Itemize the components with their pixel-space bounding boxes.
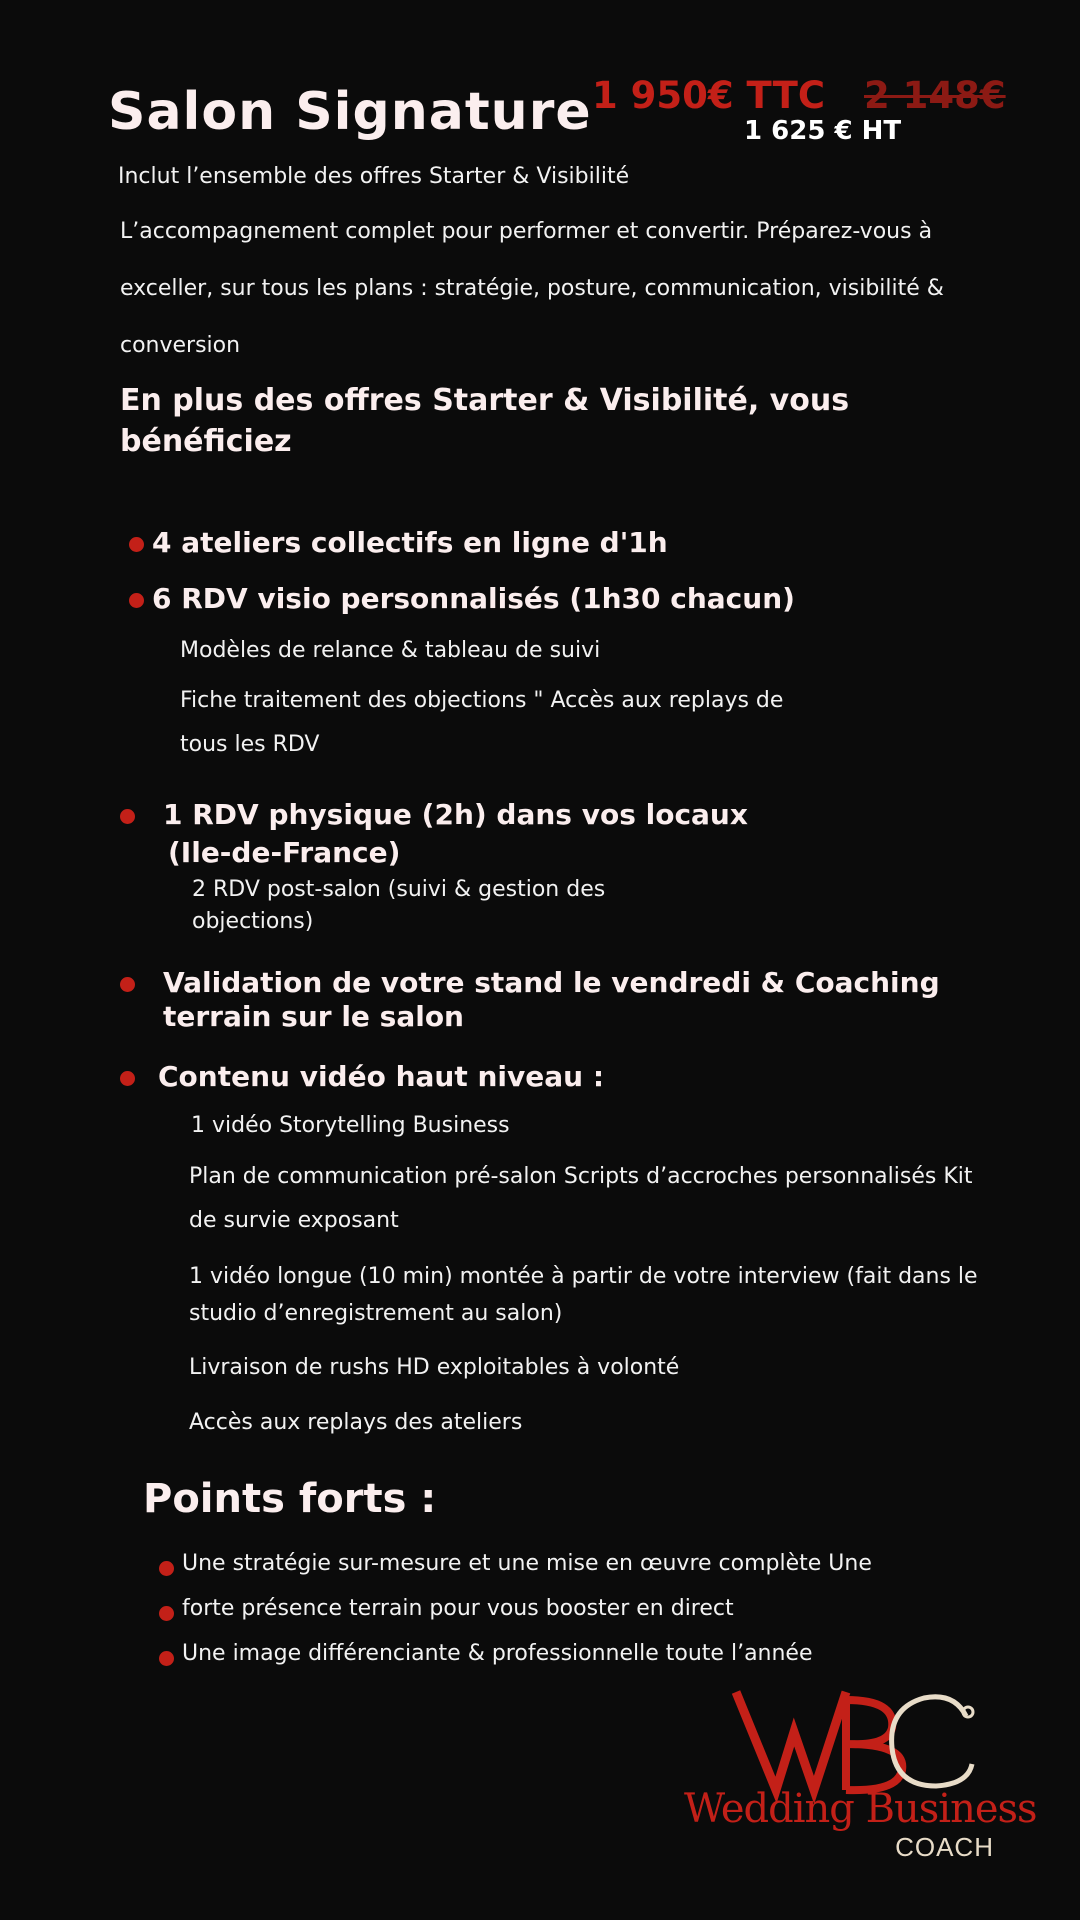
bullet-dot <box>129 537 144 552</box>
video-sub-rushs: Livraison de rushs HD exploitables à volonté <box>189 1355 680 1380</box>
logo-line2: COACH <box>895 1832 994 1862</box>
points-forts-item: forte présence terrain pour vous booster en direct <box>182 1596 734 1621</box>
logo-line1: Wedding Business <box>684 1786 1037 1832</box>
lead-line-1: L’accompagnement complet pour performer et convertir. Préparez-vous à <box>120 219 933 244</box>
bullet-dot <box>159 1561 174 1576</box>
benefit-sub-post-salon: 2 RDV post-salon (suivi & gestion des <box>192 877 606 902</box>
benefit-sub-fiche-cont: tous les RDV <box>180 732 320 757</box>
wbc-logo <box>684 1682 1037 1862</box>
benefit-item-contenu-video: Contenu vidéo haut niveau : <box>158 1060 605 1093</box>
page-title: Salon Signature <box>108 82 592 142</box>
includes-text: Inclut l’ensemble des offres Starter & Visibilité <box>118 164 630 189</box>
lead-line-2: exceller, sur tous les plans : stratégie, posture, communication, visibilité & <box>120 276 944 301</box>
points-forts-item: Une image différenciante & professionnelle toute l’année <box>182 1641 813 1666</box>
lead-line-3: conversion <box>120 333 241 358</box>
price-ht: 1 625 € HT <box>744 116 902 146</box>
bullet-dot <box>159 1651 174 1666</box>
benefit-item-rdv-physique: 1 RDV physique (2h) dans vos locaux <box>163 798 748 831</box>
benefit-sub-post-salon-cont: objections) <box>192 909 314 934</box>
bullet-dot <box>129 593 144 608</box>
video-sub-storytelling: 1 vidéo Storytelling Business <box>191 1113 510 1138</box>
benefit-sub-fiche: Fiche traitement des objections " Accès aux replays de <box>180 688 784 713</box>
price-ttc: 1 950€ TTC <box>592 74 825 117</box>
benefit-item-rdv-physique-cont: (Ile-de-France) <box>168 836 401 869</box>
bullet-dot <box>159 1606 174 1621</box>
video-sub-longue-cont: studio d’enregistrement au salon) <box>189 1301 563 1326</box>
bullet-dot <box>120 809 135 824</box>
benefit-item-rdv-visio: 6 RDV visio personnalisés (1h30 chacun) <box>152 582 795 615</box>
video-sub-plan: Plan de communication pré-salon Scripts d’accroches personnalisés Kit <box>189 1164 973 1189</box>
bullet-dot <box>120 1071 135 1086</box>
benefit-item-validation-cont: terrain sur le salon <box>163 1000 464 1033</box>
video-sub-replays: Accès aux replays des ateliers <box>189 1410 523 1435</box>
price-old-strikethrough: 2 148€ <box>864 74 1006 117</box>
benefit-item-validation: Validation de votre stand le vendredi & Coaching <box>163 966 940 999</box>
benefits-heading: En plus des offres Starter & Visibilité, vous bénéficiez <box>120 383 850 459</box>
benefit-item-ateliers: 4 ateliers collectifs en ligne d'1h <box>152 526 668 559</box>
bullet-dot <box>120 977 135 992</box>
points-forts-item: Une stratégie sur-mesure et une mise en œuvre complète Une <box>182 1551 872 1576</box>
video-sub-plan-cont: de survie exposant <box>189 1208 399 1233</box>
benefit-sub-modeles: Modèles de relance & tableau de suivi <box>180 638 601 663</box>
video-sub-longue: 1 vidéo longue (10 min) montée à partir de votre interview (fait dans le <box>189 1264 978 1289</box>
points-forts-heading: Points forts : <box>143 1476 437 1522</box>
